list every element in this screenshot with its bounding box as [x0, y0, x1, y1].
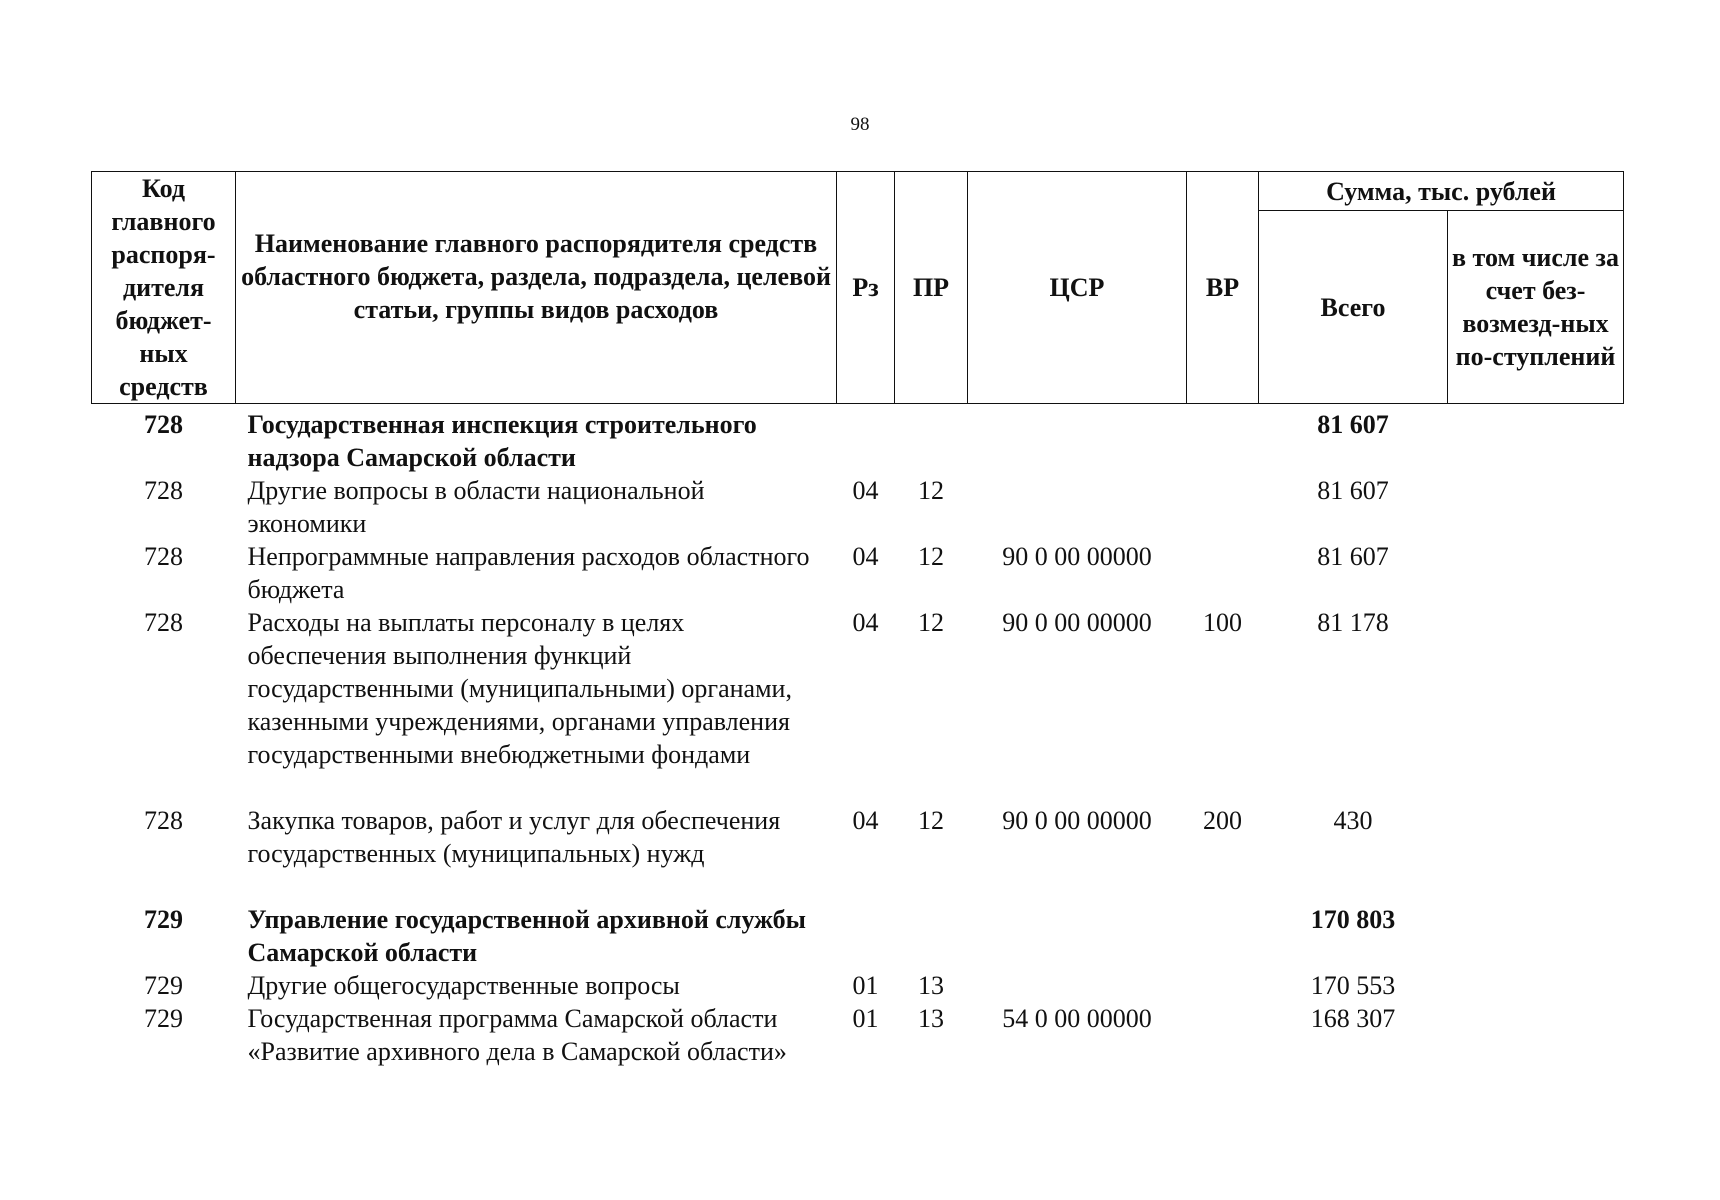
table-row: [92, 404, 1624, 475]
cell-csr: 54 0 00 00000: [1002, 1004, 1152, 1033]
cell-code: 728: [144, 542, 183, 571]
cell-total: 430: [1333, 806, 1373, 835]
cell-code: 728: [144, 608, 183, 637]
table-row: [92, 804, 1624, 903]
cell-pr: 12: [918, 476, 944, 505]
cell-total: 170 553: [1310, 971, 1396, 1000]
cell-name: Государственная программа Самарской области «Развитие архивного дела в Самарской области»: [247, 1004, 787, 1066]
cell-vr: [1187, 404, 1259, 475]
cell-vr: 100: [1203, 608, 1242, 637]
cell-total: 81 607: [1317, 542, 1389, 571]
cell-pr: 12: [918, 542, 944, 571]
cell-vr: [1187, 1002, 1259, 1101]
cell-csr: [968, 404, 1187, 475]
cell-pr: 12: [918, 806, 944, 835]
cell-total: 81 607: [1317, 410, 1389, 439]
cell-rz: 04: [852, 806, 879, 835]
header-name: Наименование главного распорядителя средств областного бюджета, раздела, подраздела, целевой статьи, группы видов расходов: [236, 172, 837, 404]
table-row: [92, 474, 1624, 540]
cell-free: [1448, 540, 1624, 606]
cell-csr: [968, 969, 1187, 1002]
cell-total: 168 307: [1310, 1004, 1396, 1033]
header-row: [92, 172, 1624, 211]
cell-pr: [895, 903, 968, 969]
cell-total: 170 803: [1310, 905, 1396, 934]
cell-rz: 04: [852, 476, 879, 505]
cell-code: 729: [144, 1004, 183, 1033]
cell-free: [1448, 1002, 1624, 1101]
cell-code: 729: [144, 905, 183, 934]
header-pr: ПР: [895, 172, 968, 404]
cell-rz: 01: [852, 971, 879, 1000]
cell-total: 81 607: [1317, 476, 1389, 505]
header-rz: Рз: [837, 172, 895, 404]
cell-pr: 13: [918, 1004, 944, 1033]
budget-table: [91, 171, 1624, 1101]
header-total: Всего: [1259, 211, 1448, 404]
cell-name: Другие общегосударственные вопросы: [247, 971, 680, 1000]
cell-free: [1448, 804, 1624, 903]
header-sum-group: Сумма, тыс. рублей: [1259, 172, 1624, 211]
cell-code: 729: [144, 971, 183, 1000]
cell-free: [1448, 969, 1624, 1002]
cell-code: 728: [144, 806, 183, 835]
cell-name: Расходы на выплаты персоналу в целях обеспечения выполнения функций государственными (муниципальными) органами, казенными учреждениями, органами управления государственными внебюджетными фондами: [247, 608, 792, 769]
cell-name: Другие вопросы в области национальной экономики: [247, 476, 705, 538]
cell-csr: [968, 903, 1187, 969]
header-csr: ЦСР: [968, 172, 1187, 404]
cell-total: 81 178: [1317, 608, 1389, 637]
page-number: 98: [850, 114, 870, 135]
cell-vr: [1187, 969, 1259, 1002]
header-free: в том числе за счет без-возмезд-ных по-ступлений: [1448, 211, 1624, 404]
header-code: Код главного распоря-дителя бюджет-ных средств: [92, 172, 236, 404]
cell-vr: [1187, 903, 1259, 969]
cell-pr: [895, 404, 968, 475]
table-row: [92, 540, 1624, 606]
cell-csr: [968, 474, 1187, 540]
cell-free: [1448, 606, 1624, 804]
cell-name: Управление государственной архивной службы Самарской области: [247, 905, 806, 967]
table-row: [92, 969, 1624, 1002]
table-row: [92, 1002, 1624, 1101]
cell-vr: [1187, 540, 1259, 606]
table-row: [92, 606, 1624, 804]
cell-vr: [1187, 474, 1259, 540]
cell-name: Закупка товаров, работ и услуг для обеспечения государственных (муниципальных) нужд: [247, 806, 781, 868]
cell-rz: 01: [852, 1004, 879, 1033]
cell-free: [1448, 903, 1624, 969]
cell-pr: 13: [918, 971, 944, 1000]
cell-csr: 90 0 00 00000: [1002, 542, 1152, 571]
cell-rz: 04: [852, 608, 879, 637]
cell-code: 728: [144, 410, 183, 439]
cell-free: [1448, 474, 1624, 540]
table-row: [92, 903, 1624, 969]
cell-name: Непрограммные направления расходов областного бюджета: [247, 542, 810, 604]
cell-pr: 12: [918, 608, 944, 637]
cell-rz: [837, 404, 895, 475]
cell-code: 728: [144, 476, 183, 505]
cell-vr: 200: [1203, 806, 1242, 835]
cell-free: [1448, 404, 1624, 475]
cell-name: Государственная инспекция строительного надзора Самарской области: [247, 410, 757, 472]
header-vr: ВР: [1187, 172, 1259, 404]
cell-csr: 90 0 00 00000: [1002, 608, 1152, 637]
cell-rz: [837, 903, 895, 969]
cell-rz: 04: [852, 542, 879, 571]
cell-csr: 90 0 00 00000: [1002, 806, 1152, 835]
